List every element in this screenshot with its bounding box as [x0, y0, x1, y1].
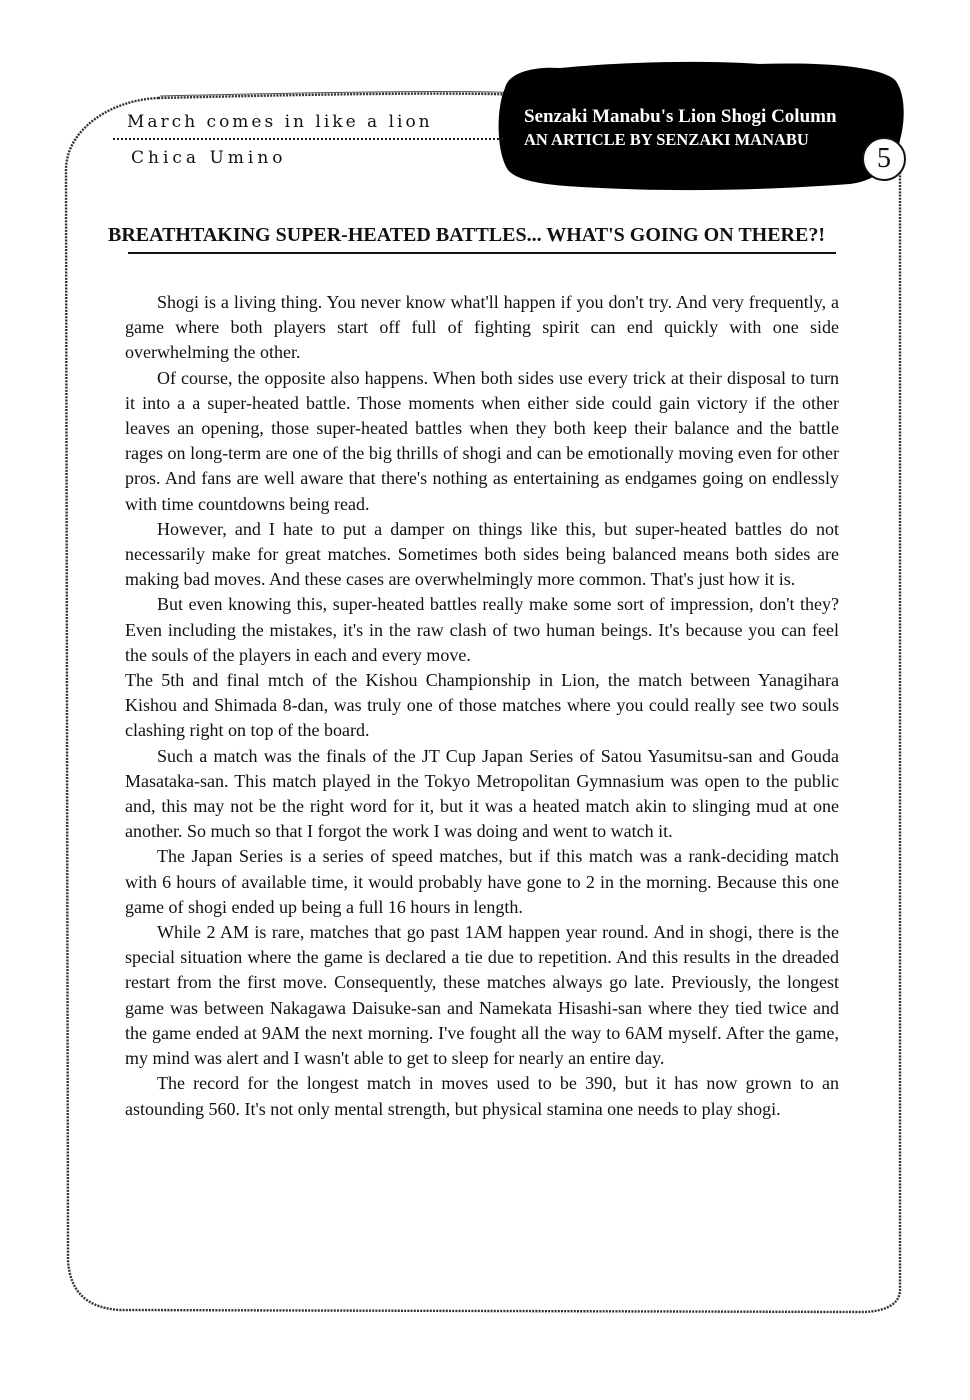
header-dotted-rule [113, 138, 503, 140]
article-paragraph: Such a match was the finals of the JT Cup Japan Series of Satou Yasumitsu-san and Gouda Masataka-san. This match played in the Tokyo Metropolitan Gymnasium was open to the public and, this may not be the right word for it, but it was a heated match akin to slinging mud at one another. So much so that I forgot the work I was doing and went to watch it. [125, 745, 839, 842]
series-title: March comes in like a lion [127, 112, 433, 132]
column-title: Senzaki Manabu's Lion Shogi Column [524, 106, 837, 127]
article-paragraph: While 2 AM is rare, matches that go past 1AM happen year round. And in shogi, there is the special situation where the game is declared a tie due to repetition. And this results in the dreaded restart from the first move. Consequently, these matches always go late. Previously, the longest game was between Nakagawa Daisuke-san and Namekata Hisashi-san where they tied twice and the game ended at 9AM the next morning. I've fought all the way to 6AM myself. After the game, my mind was alert and I wasn't able to get to sleep for nearly an entire day. [125, 922, 839, 1069]
column-subtitle: AN ARTICLE BY SENZAKI MANABU [524, 130, 809, 149]
column-number-badge: 5 [862, 137, 906, 181]
article-body [125, 290, 839, 1122]
column-title-block [524, 106, 884, 150]
article-paragraph: Of course, the opposite also happens. When both sides use every trick at their disposal to turn it into a a super-heated battle. Those moments when either side could gain victory if the other leaves an opening, those super-heated battles when they both keep their balance and the battle rages on long-term are one of the big thrills of shogi and can be emotionally moving even for other pros. And fans are well aware that there's nothing as entertaining as endgames going on endlessly with time countdowns being read. [125, 367, 839, 514]
headline-underline [128, 252, 836, 254]
article-paragraph: The 5th and final mtch of the Kishou Championship in Lion, the match between Yanagihara Kishou and Shimada 8-dan, was truly one of those matches where you could really see two souls clashing right on top of the board. [125, 670, 839, 741]
article-headline: BREATHTAKING SUPER-HEATED BATTLES... WHAT'S GOING ON THERE?! [108, 224, 825, 246]
author-name: Chica Umino [131, 148, 287, 168]
article-paragraph: The record for the longest match in moves used to be 390, but it has now grown to an astounding 560. It's not only mental strength, but physical stamina one needs to play shogi. [125, 1073, 839, 1119]
article-paragraph: Shogi is a living thing. You never know what'll happen if you don't try. And very frequently, a game where both players start off full of fighting spirit can end quickly with one side overwhelming the other. [125, 292, 839, 363]
article-paragraph: But even knowing this, super-heated battles really make some sort of impression, don't they? Even including the mistakes, it's in the raw clash of two human beings. It's because you can feel the souls of the players in each and every move. [125, 594, 839, 665]
article-paragraph: The Japan Series is a series of speed matches, but if this match was a rank-deciding match with 6 hours of available time, it would probably have gone to 2 in the morning. Because this one game of shogi ended up being a full 16 hours in length. [125, 846, 839, 917]
article-paragraph: However, and I hate to put a damper on things like this, but super-heated battles do not necessarily make for great matches. Sometimes both sides being balanced means both sides are making bad moves. And these cases are overwhelmingly more common. That's just how it is. [125, 518, 839, 590]
